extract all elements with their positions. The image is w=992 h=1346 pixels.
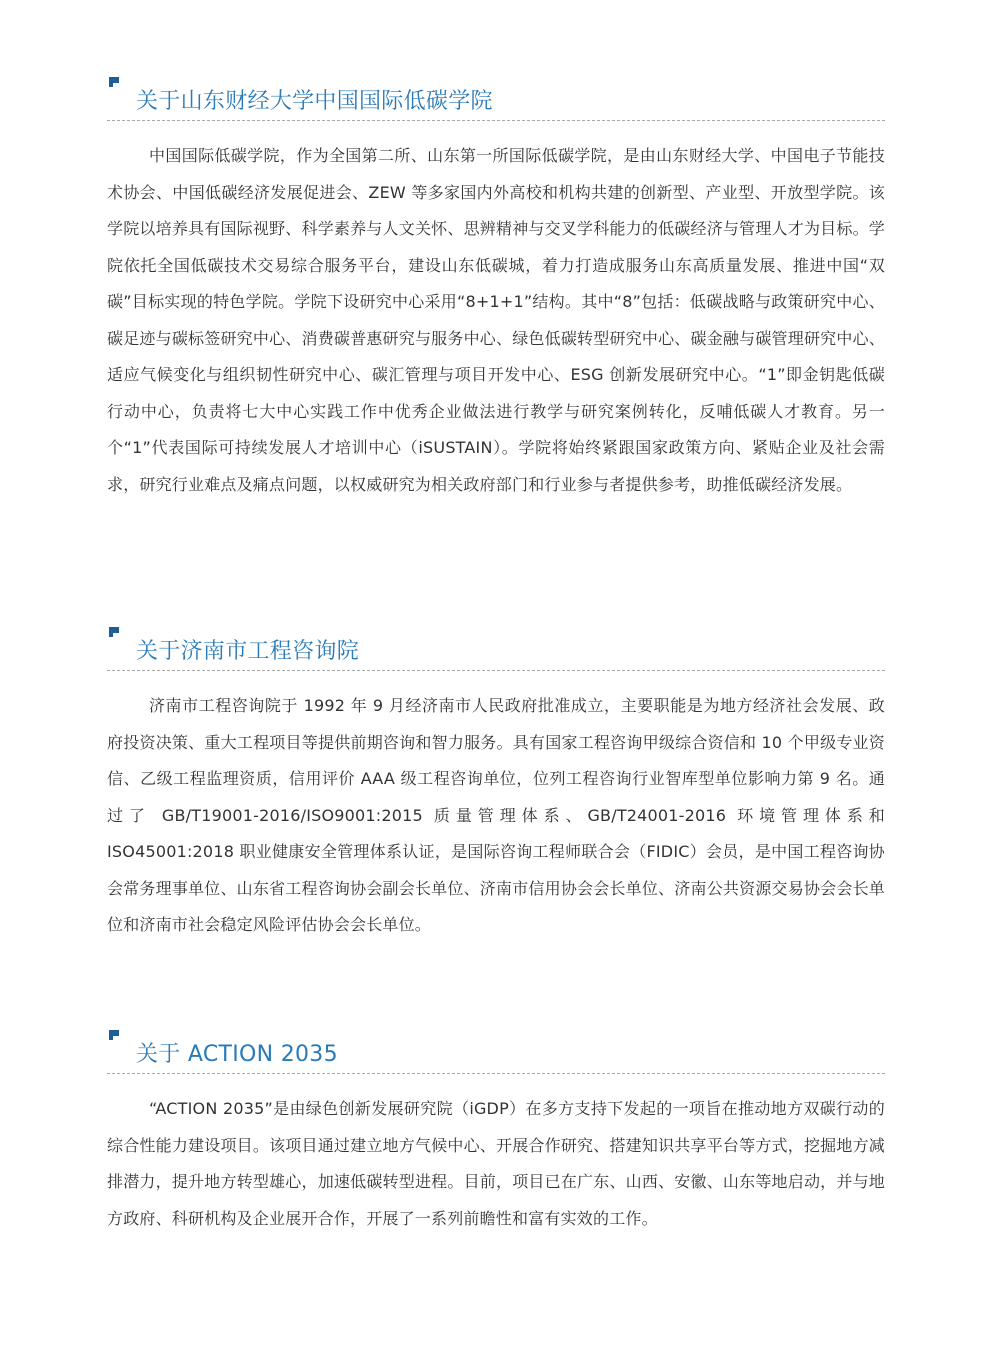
section-bullet-icon — [107, 1030, 121, 1044]
dashed-divider — [107, 670, 885, 671]
section-paragraph: 济南市工程咨询院于 1992 年 9 月经济南市人民政府批准成立，主要职能是为地方经济社会发展、政府投资决策、重大工程项目等提供前期咨询和智力服务。具有国家工程咨询甲级综合资信和 10 个甲级专业资信、乙级工程监理资质，信用评价 AAA 级工程咨询单位，位列工程咨询行业智库型单位影响力第 9 名。通过了 GB/T19001-2016/ISO9001:2015 质量管理体系、GB/T24001-2016 环境管理体系和 ISO45001:2018 职业健康安全管理体系认证，是国际咨询工程师联合会（FIDIC）会员，是中国工程咨询协会常务理事单位、山东省工程咨询协会副会长单位、济南市信用协会会长单位、济南公共资源交易协会会长单位和济南市社会稳定风险评估协会会长单位。 — [107, 696, 885, 934]
section-header — [107, 64, 885, 114]
section-action-2035 — [107, 1017, 885, 1228]
section-bullet-icon — [107, 627, 121, 641]
section-engineering-consulting — [107, 614, 885, 934]
section-bullet-icon — [107, 77, 121, 91]
section-header — [107, 1017, 885, 1067]
section-title: 关于 ACTION 2035 — [136, 1042, 338, 1068]
section-paragraph: “ACTION 2035”是由绿色创新发展研究院（iGDP）在多方支持下发起的一项旨在推动地方双碳行动的综合性能力建设项目。该项目通过建立地方气候中心、开展合作研究、搭建知识共享平台等方式，挖掘地方减排潜力，提升地方转型雄心，加速低碳转型进程。目前，项目已在广东、山西、安徽、山东等地启动，并与地方政府、科研机构及企业展开合作，开展了一系列前瞻性和富有实效的工作。 — [107, 1099, 885, 1228]
section-header — [107, 614, 885, 664]
section-title: 关于济南市工程咨询院 — [136, 639, 360, 665]
section-title: 关于山东财经大学中国国际低碳学院 — [136, 89, 493, 115]
dashed-divider — [107, 1073, 885, 1074]
dashed-divider — [107, 120, 885, 121]
section-paragraph: 中国国际低碳学院，作为全国第二所、山东第一所国际低碳学院，是由山东财经大学、中国电子节能技术协会、中国低碳经济发展促进会、ZEW 等多家国内外高校和机构共建的创新型、产业型、开放型学院。该学院以培养具有国际视野、科学素养与人文关怀、思辨精神与交叉学科能力的低碳经济与管理人才为目标。学院依托全国低碳技术交易综合服务平台，建设山东低碳城，着力打造成服务山东高质量发展、推进中国“双碳”目标实现的特色学院。学院下设研究中心采用“8+1+1”结构。其中“8”包括：低碳战略与政策研究中心、碳足迹与碳标签研究中心、消费碳普惠研究与服务中心、绿色低碳转型研究中心、碳金融与碳管理研究中心、适应气候变化与组织韧性研究中心、碳汇管理与项目开发中心、ESG 创新发展研究中心。“1”即金钥匙低碳行动中心，负责将七大中心实践工作中优秀企业做法进行教学与研究案例转化，反哺低碳人才教育。另一个“1”代表国际可持续发展人才培训中心（iSUSTAIN）。学院将始终紧跟国家政策方向、紧贴企业及社会需求，研究行业难点及痛点问题，以权威研究为相关政府部门和行业参与者提供参考，助推低碳经济发展。 — [107, 146, 885, 494]
section-low-carbon-college — [107, 64, 885, 494]
